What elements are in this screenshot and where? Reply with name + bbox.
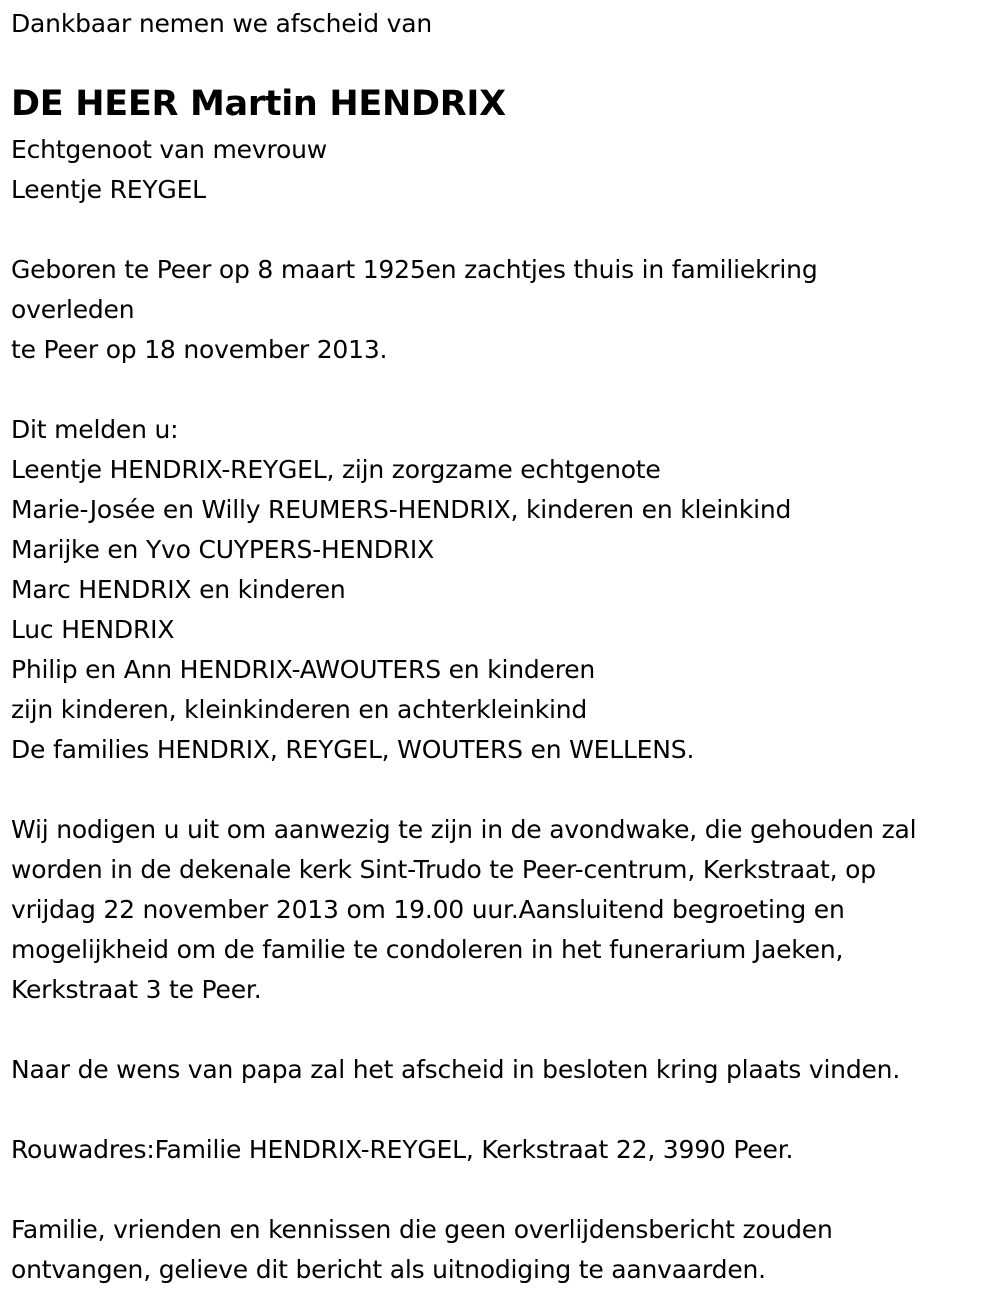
spacer <box>11 370 993 410</box>
announcer-item: De families HENDRIX, REYGEL, WOUTERS en WELLENS. <box>11 735 695 764</box>
announcer-item: Leentje HENDRIX-REYGEL, zijn zorgzame echtgenote <box>11 455 661 484</box>
spouse-line: Echtgenoot van mevrouw <box>11 135 327 164</box>
obituary-notice <box>11 4 993 1290</box>
birth-death-line: overleden <box>11 295 135 324</box>
invitation-line: worden in de dekenale kerk Sint-Trudo te Peer-centrum, Kerkstraat, op <box>11 855 876 884</box>
invitation-line: Kerkstraat 3 te Peer. <box>11 975 262 1004</box>
intro-text: Dankbaar nemen we afscheid van <box>11 9 432 38</box>
spacer <box>11 770 993 810</box>
wish-text: Naar de wens van papa zal het afscheid in besloten kring plaats vinden. <box>11 1055 901 1084</box>
announcers-heading: Dit melden u: <box>11 415 179 444</box>
announcer-item: Marijke en Yvo CUYPERS-HENDRIX <box>11 535 435 564</box>
invitation-block <box>11 810 993 1010</box>
invitation-line: Wij nodigen u uit om aanwezig te zijn in de avondwake, die gehouden zal <box>11 815 917 844</box>
closing-block <box>11 1210 993 1290</box>
announcer-item: zijn kinderen, kleinkinderen en achterkleinkind <box>11 695 588 724</box>
announcers-block <box>11 410 993 770</box>
invitation-line: vrijdag 22 november 2013 om 19.00 uur.Aansluitend begroeting en <box>11 895 845 924</box>
announcer-item: Philip en Ann HENDRIX-AWOUTERS en kinderen <box>11 655 596 684</box>
closing-line: ontvangen, gelieve dit bericht als uitnodiging te aanvaarden. <box>11 1255 766 1284</box>
announcer-item: Marie-Josée en Willy REUMERS-HENDRIX, kinderen en kleinkind <box>11 495 792 524</box>
spacer <box>11 210 993 250</box>
invitation-line: mogelijkheid om de familie te condoleren in het funerarium Jaeken, <box>11 935 844 964</box>
spacer <box>11 1170 993 1210</box>
birth-death-block <box>11 250 993 370</box>
spacer <box>11 1010 993 1050</box>
mourning-address: Rouwadres:Familie HENDRIX-REYGEL, Kerkstraat 22, 3990 Peer. <box>11 1135 794 1164</box>
birth-death-line: te Peer op 18 november 2013. <box>11 335 388 364</box>
birth-death-line: Geboren te Peer op 8 maart 1925en zachtjes thuis in familiekring <box>11 255 818 284</box>
spouse-name: Leentje REYGEL <box>11 175 206 204</box>
spouse-block <box>11 130 993 210</box>
spacer <box>11 1090 993 1130</box>
announcer-item: Marc HENDRIX en kinderen <box>11 575 346 604</box>
closing-line: Familie, vrienden en kennissen die geen overlijdensbericht zouden <box>11 1215 833 1244</box>
announcer-item: Luc HENDRIX <box>11 615 175 644</box>
deceased-name: DE HEER Martin HENDRIX <box>11 84 506 124</box>
